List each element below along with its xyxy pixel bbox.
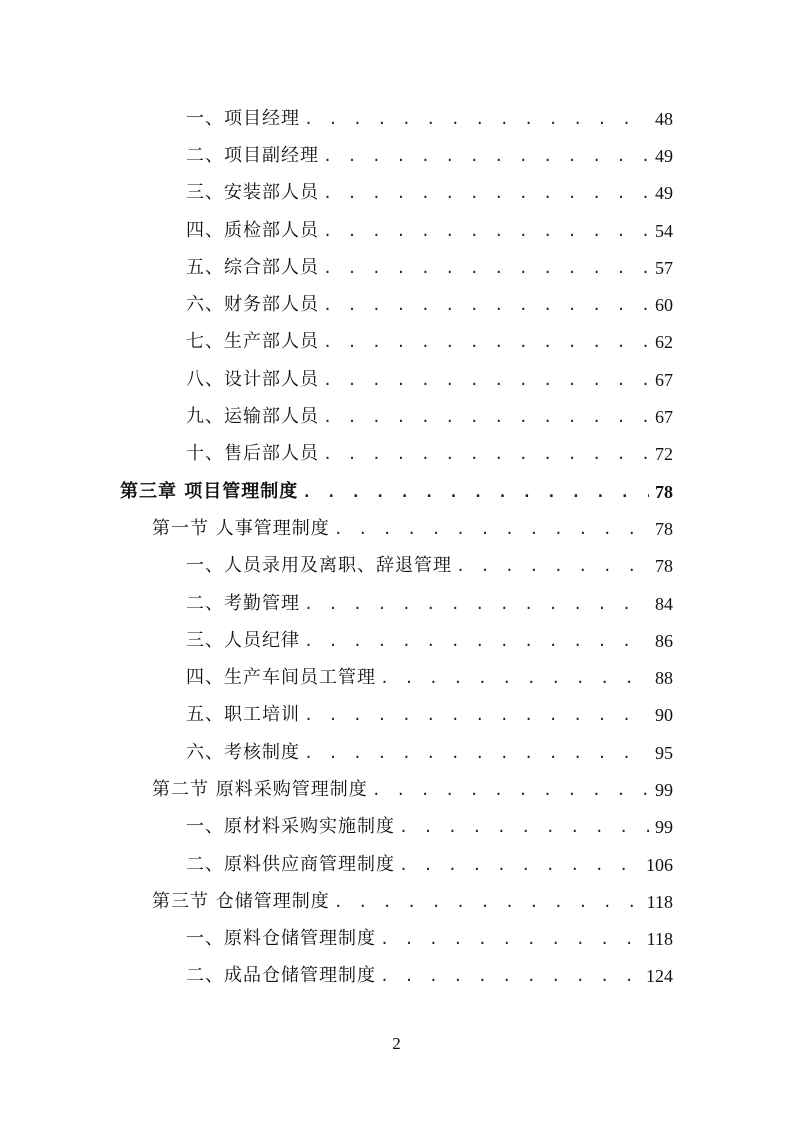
toc-chapter-entry[interactable] <box>0 473 793 510</box>
table-of-contents <box>0 100 793 995</box>
toc-entry-title: 六、财务部人员 <box>186 294 319 316</box>
toc-entry[interactable] <box>0 398 793 435</box>
toc-entry-title: 二、项目副经理 <box>186 144 319 166</box>
toc-entry[interactable] <box>0 100 793 137</box>
toc-entry-page: 88 <box>655 668 673 689</box>
toc-leader-dots <box>380 965 640 987</box>
toc-leader-dots <box>323 443 649 465</box>
toc-entry[interactable] <box>0 436 793 473</box>
toc-entry[interactable] <box>0 212 793 249</box>
toc-entry-page: 78 <box>655 518 673 539</box>
toc-entry-title: 三、安装部人员 <box>186 182 319 204</box>
toc-entry-page: 86 <box>655 630 673 651</box>
toc-entry-page: 49 <box>655 183 673 204</box>
toc-entry-page: 57 <box>655 257 673 278</box>
toc-entry-title: 第三节 仓储管理制度 <box>152 890 330 912</box>
toc-leader-dots <box>334 891 641 913</box>
toc-entry-title: 三、人员纪律 <box>186 629 300 651</box>
toc-entry-title: 六、考核制度 <box>186 741 300 763</box>
toc-leader-dots <box>323 220 649 242</box>
toc-entry[interactable] <box>0 286 793 323</box>
toc-leader-dots <box>304 108 649 130</box>
toc-entry-page: 48 <box>655 108 673 129</box>
toc-leader-dots <box>323 145 649 167</box>
toc-entry[interactable] <box>0 659 793 696</box>
toc-entry-title: 第一节 人事管理制度 <box>152 517 330 539</box>
toc-entry[interactable] <box>0 137 793 174</box>
toc-entry-page: 84 <box>655 593 673 614</box>
toc-leader-dots <box>380 667 649 689</box>
toc-entry-title: 二、考勤管理 <box>186 592 300 614</box>
toc-entry-page: 54 <box>655 220 673 241</box>
toc-entry[interactable] <box>0 622 793 659</box>
toc-entry-page: 60 <box>655 295 673 316</box>
toc-entry-page: 72 <box>655 444 673 465</box>
toc-leader-dots <box>304 704 649 726</box>
toc-entry[interactable] <box>0 249 793 286</box>
toc-entry-page: 62 <box>655 332 673 353</box>
toc-entry[interactable] <box>0 846 793 883</box>
toc-entry[interactable] <box>0 324 793 361</box>
toc-leader-dots <box>323 294 649 316</box>
toc-entry-page: 99 <box>655 779 673 800</box>
toc-entry-page: 118 <box>646 929 673 950</box>
toc-entry-title: 十、售后部人员 <box>186 443 319 465</box>
toc-entry-title: 第三章 项目管理制度 <box>120 480 299 502</box>
toc-entry-title: 五、综合部人员 <box>186 256 319 278</box>
toc-entry[interactable] <box>0 175 793 212</box>
toc-leader-dots <box>323 257 649 279</box>
toc-entry-title: 五、职工培训 <box>186 704 300 726</box>
toc-entry[interactable] <box>0 958 793 995</box>
toc-leader-dots <box>302 481 649 503</box>
toc-entry[interactable] <box>0 809 793 846</box>
page-number: 2 <box>392 1034 401 1053</box>
toc-leader-dots <box>334 518 649 540</box>
toc-entry[interactable] <box>0 697 793 734</box>
toc-entry-title: 一、人员录用及离职、辞退管理 <box>186 555 452 577</box>
toc-entry-title: 四、生产车间员工管理 <box>186 667 376 689</box>
toc-leader-dots <box>323 331 649 353</box>
toc-leader-dots <box>323 369 649 391</box>
toc-section-entry[interactable] <box>0 771 793 808</box>
toc-entry-page: 67 <box>655 369 673 390</box>
toc-entry-page: 106 <box>646 854 673 875</box>
toc-entry-page: 90 <box>655 705 673 726</box>
toc-entry[interactable] <box>0 921 793 958</box>
toc-entry-title: 一、项目经理 <box>186 107 300 129</box>
toc-entry-page: 78 <box>655 556 673 577</box>
toc-entry-title: 一、原料仓储管理制度 <box>186 928 376 950</box>
toc-leader-dots <box>323 406 649 428</box>
toc-entry-title: 二、原料供应商管理制度 <box>186 853 395 875</box>
toc-entry-title: 第二节 原料采购管理制度 <box>152 778 368 800</box>
toc-leader-dots <box>456 555 649 577</box>
toc-entry-title: 二、成品仓储管理制度 <box>186 965 376 987</box>
toc-entry[interactable] <box>0 361 793 398</box>
toc-leader-dots <box>323 182 649 204</box>
toc-entry-page: 118 <box>646 891 673 912</box>
toc-entry-page: 78 <box>655 481 673 502</box>
toc-entry-page: 99 <box>655 817 673 838</box>
toc-entry[interactable] <box>0 734 793 771</box>
toc-leader-dots <box>304 742 649 764</box>
toc-entry-page: 124 <box>646 966 673 987</box>
toc-section-entry[interactable] <box>0 510 793 547</box>
toc-leader-dots <box>304 630 649 652</box>
toc-entry-page: 67 <box>655 407 673 428</box>
toc-leader-dots <box>399 816 649 838</box>
toc-leader-dots <box>304 593 649 615</box>
toc-entry[interactable] <box>0 548 793 585</box>
toc-entry-page: 49 <box>655 145 673 166</box>
toc-entry-title: 四、质检部人员 <box>186 219 319 241</box>
toc-leader-dots <box>380 928 641 950</box>
toc-leader-dots <box>399 854 640 876</box>
toc-entry-title: 九、运输部人员 <box>186 406 319 428</box>
toc-leader-dots <box>372 779 649 801</box>
toc-entry[interactable] <box>0 585 793 622</box>
toc-entry-page: 95 <box>655 742 673 763</box>
toc-entry-title: 一、原材料采购实施制度 <box>186 816 395 838</box>
toc-section-entry[interactable] <box>0 883 793 920</box>
toc-entry-title: 八、设计部人员 <box>186 368 319 390</box>
toc-entry-title: 七、生产部人员 <box>186 331 319 353</box>
